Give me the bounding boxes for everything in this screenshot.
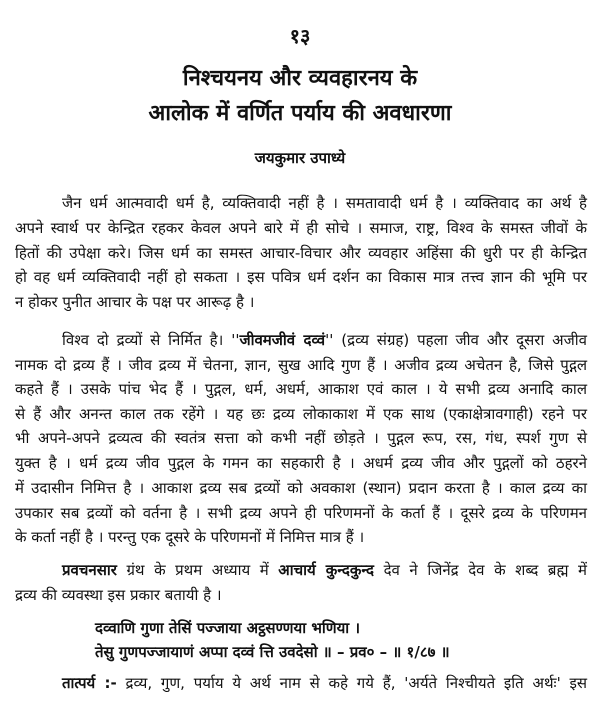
text-line (15, 428, 587, 448)
text-segment: के कर्ता नहीं है । परन्तु एक दूसरे के परिणमनों में निमित्त मात्र हैं । (15, 528, 365, 546)
text-segment: द्रव्य, गुण, पर्याय ये अर्थ नाम से कहे गये हैं, 'अर्यते निश्चीयते इति अर्थः' इस (116, 674, 588, 692)
chapter-number: १३ (289, 24, 311, 48)
text-line (15, 453, 587, 473)
text-segment: ग्रंथ के प्रथम अध्याय में (116, 561, 279, 579)
text-line (15, 355, 587, 375)
text-segment: न होकर पुनीत आचार के पक्ष पर आरूढ़ है । (15, 293, 255, 311)
text-segment: से हैं और अनन्त काल तक रहेंगे । यह छः द्रव्य लोकाकाश में एक साथ (एकाक्षेत्रावगाही) रहने पर (15, 405, 587, 423)
verse-line (95, 618, 360, 638)
text-line (62, 673, 587, 693)
text-segment: भी अपने-अपने द्रव्यत्व की स्वतंत्र सत्ता को कभी नहीं छोड़ते । पुद्गल रूप, रस, गंध, स्पर्श गुण से (15, 429, 587, 447)
text-line (15, 267, 587, 287)
text-line (15, 478, 587, 498)
text-segment: नामक दो द्रव्य हैं । जीव द्रव्य में चेतना, ज्ञान, सुख आदि गुण हैं । अजीव द्रव्य अचेतन है, जिसे पुद्गल (15, 356, 587, 374)
bold-text: प्रवचनसार (62, 561, 117, 579)
text-segment: '' (द्रव्य संग्रह) पहला जीव और दूसरा अजीव (325, 331, 587, 349)
text-line (62, 560, 587, 580)
text-segment: उपकार सब द्रव्यों को वर्तना है । सभी द्रव्य अपने ही परिणमनों के कर्ता हैं । दूसरे द्रव्य के परिणमन (15, 504, 587, 522)
text-line (15, 243, 587, 263)
text-line (15, 404, 587, 424)
text-segment: तेसु गुणपज्जायाणं अप्पा दव्वं त्ति उवदेसो ॥ – प्रव० – ॥ १/८७ ॥ (95, 643, 450, 661)
text-segment: द्रव्य की व्यवस्था इस प्रकार बतायी है । (15, 586, 222, 604)
text-line (15, 503, 587, 523)
text-segment: कहते हैं । उसके पांच भेद हैं । पुद्गल, धर्म, अधर्म, आकाश एवं काल । ये सभी द्रव्य अनादि काल (15, 380, 587, 398)
text-line (62, 193, 587, 213)
text-segment: हितों की उपेक्षा करे। जिस धर्म का समस्त आचार-विचार और व्यवहार अहिंसा की धुरी पर ही केन्द्रित (15, 244, 587, 262)
author-name: जयकुमार उपाध्ये (254, 149, 346, 167)
text-line (15, 292, 587, 312)
text-segment: विश्व दो द्रव्यों से निर्मित है। '' (62, 331, 240, 349)
text-segment: अपने स्वार्थ पर केन्द्रित रहकर केवल अपने बारे में ही सोचे । समाज, राष्ट्र, विश्व के समस्त जीवों के (15, 219, 587, 237)
verse-line (95, 642, 450, 662)
chapter-title-line-1: निश्चयनय और व्यवहारनय के (182, 66, 418, 91)
text-segment: जैन धर्म आत्मवादी धर्म है, व्यक्तिवादी नहीं है । समतावादी धर्म है । व्यक्तिवाद का अर्थ है (62, 194, 587, 212)
chapter-title-line-2: आलोक में वर्णित पर्याय की अवधारणा (148, 101, 452, 126)
bold-text: आचार्य कुन्दकुन्द (278, 561, 374, 579)
text-line (15, 585, 587, 605)
text-segment: में उदासीन निमित्त है । आकाश द्रव्य सब द्रव्यों को अवकाश (स्थान) प्रदान करता है । काल द्रव्य का (15, 479, 587, 497)
text-line (62, 330, 587, 350)
bold-text: जीवमजीवं दव्वं (239, 331, 326, 349)
text-segment: युक्त है । धर्म द्रव्य जीव पुद्गल के गमन का सहकारी है । अधर्म द्रव्य जीव और पुद्गलों को ठहरने (15, 454, 587, 472)
text-segment: हो वह धर्म व्यक्तिवादी नहीं हो सकता । इस पवित्र धर्म दर्शन का विकास मात्र तत्त्व ज्ञान की भूमि पर (15, 268, 587, 286)
text-line (15, 218, 587, 238)
text-line (15, 527, 587, 547)
text-segment: देव ने जिनेंद्र देव के शब्द ब्रह्म में (374, 561, 587, 579)
text-segment: दव्वाणि गुणा तेसिं पज्जाया अट्ठसण्णया भणिया । (95, 619, 361, 637)
bold-text: तात्पर्य :- (62, 674, 117, 692)
text-line (15, 379, 587, 399)
